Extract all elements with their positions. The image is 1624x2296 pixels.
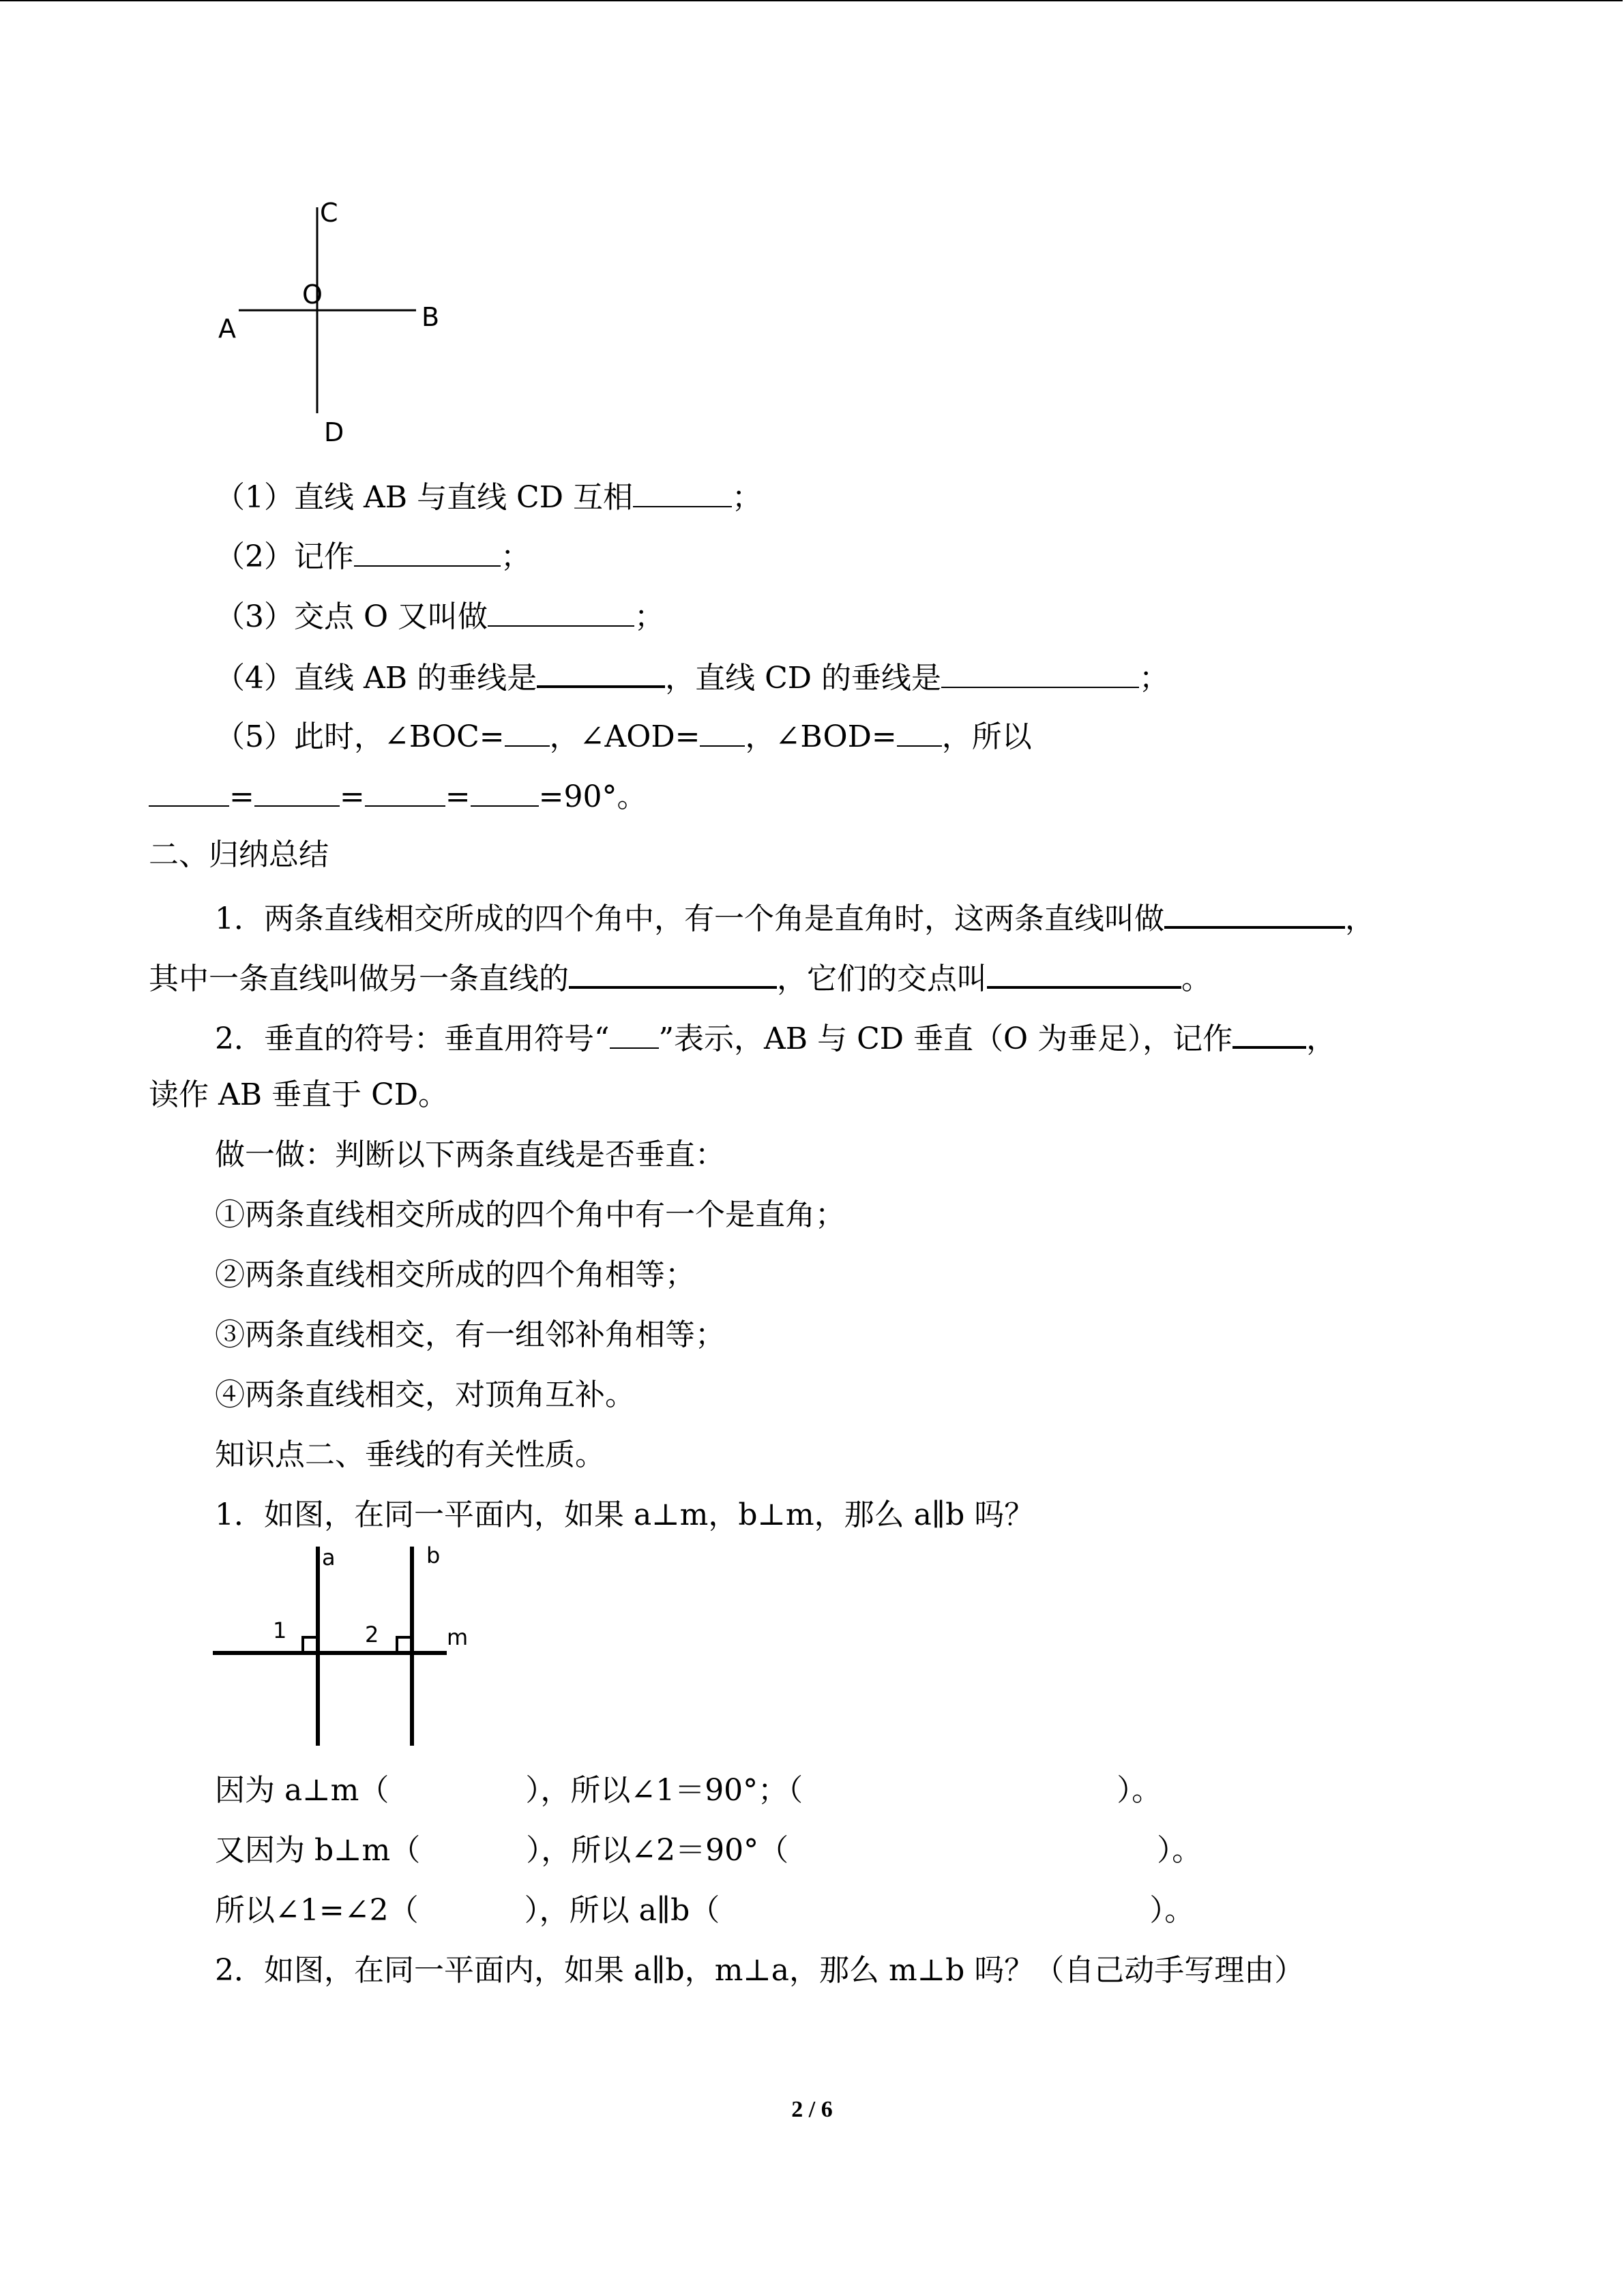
answer-blank[interactable] [569,955,777,989]
angle-2-label: 2 [365,1622,379,1648]
question-5: （5）此时，∠BOC= ，∠AOD= ，∠BOD= ，所以 [215,714,1032,758]
figure1-label-d: D [324,417,344,447]
practice-item: ②两条直线相交所成的四个角相等； [215,1257,695,1292]
question-2: （2）记作 ； [215,534,531,578]
answer-blank[interactable] [505,714,550,747]
answer-blank[interactable] [610,1016,659,1049]
page-number: 2 / 6 [791,2097,833,2122]
parallel-lines-figure [205,1541,477,1746]
answer-blank[interactable] [149,774,229,807]
summary-1-line-1: 1．两条直线相交所成的四个角中，有一个角是直角时，这两条直线叫做 ， [215,895,1375,940]
summary-1-line-2: 其中一条直线叫做另一条直线的 ，它们的交点叫 。 [149,955,1211,1000]
proof-line-2: 又因为 b⊥m（ ），所以∠2＝90°（ ）。 [215,1833,1202,1868]
proof-line-3: 所以∠1=∠2（ ），所以 a∥b（ ）。 [215,1893,1195,1928]
figure1-label-b: B [422,302,440,332]
practice-item: ④两条直线相交，对顶角互补。 [215,1377,635,1412]
answer-blank[interactable] [354,534,501,567]
exercise-2: 2．如图，在同一平面内，如果 a∥b，m⊥a，那么 m⊥b 吗？（自己动手写理由） [215,1953,1305,1988]
angle-1-label: 1 [273,1617,287,1643]
answer-blank[interactable] [488,594,634,627]
answer-blank[interactable] [254,774,340,807]
exercise-1: 1．如图，在同一平面内，如果 a⊥m，b⊥m，那么 a∥b 吗？ [215,1497,1035,1532]
answer-blank[interactable] [700,714,745,747]
figure2-label-a: a [322,1545,336,1570]
section-2-title: 二、归纳总结 [149,837,329,872]
answer-blank[interactable] [633,475,732,507]
question-5-continued: = = = =90°。 [149,774,647,818]
answer-blank[interactable] [365,774,445,807]
knowledge-point-2-title: 知识点二、垂线的有关性质。 [215,1437,605,1472]
answer-blank[interactable] [1164,895,1345,929]
figure2-label-b: b [426,1542,441,1568]
practice-item: ③两条直线相交，有一组邻补角相等； [215,1317,725,1352]
answer-blank[interactable] [987,955,1181,989]
question-3: （3）交点 O 又叫做 ； [215,594,664,638]
answer-blank[interactable] [897,714,942,747]
practice-item: ①两条直线相交所成的四个角中有一个是直角； [215,1197,845,1232]
page-top-border [0,0,1623,1]
figure1-label-c: C [320,198,338,228]
figure2-label-m: m [447,1624,469,1650]
question-1: （1）直线 AB 与直线 CD 互相 ； [215,475,762,518]
answer-blank[interactable] [941,655,1139,688]
answer-blank[interactable] [537,654,665,688]
question-4: （4）直线 AB 的垂线是 ，直线 CD 的垂线是 ； [215,654,1169,699]
summary-2-line-2: 读作 AB 垂直于 CD。 [149,1077,449,1112]
proof-line-1: 因为 a⊥m（ ），所以∠1＝90°；（ ）。 [215,1773,1162,1808]
answer-blank[interactable] [471,774,539,807]
practice-title: 做一做：判断以下两条直线是否垂直： [215,1137,725,1172]
figure1-label-a: A [218,314,236,344]
figure1-label-o: O [302,280,323,310]
answer-blank[interactable] [1232,1015,1306,1049]
summary-2-line-1: 2．垂直的符号：垂直用符号“ ”表示，AB 与 CD 垂直（O 为垂足），记作 ， [215,1015,1336,1060]
